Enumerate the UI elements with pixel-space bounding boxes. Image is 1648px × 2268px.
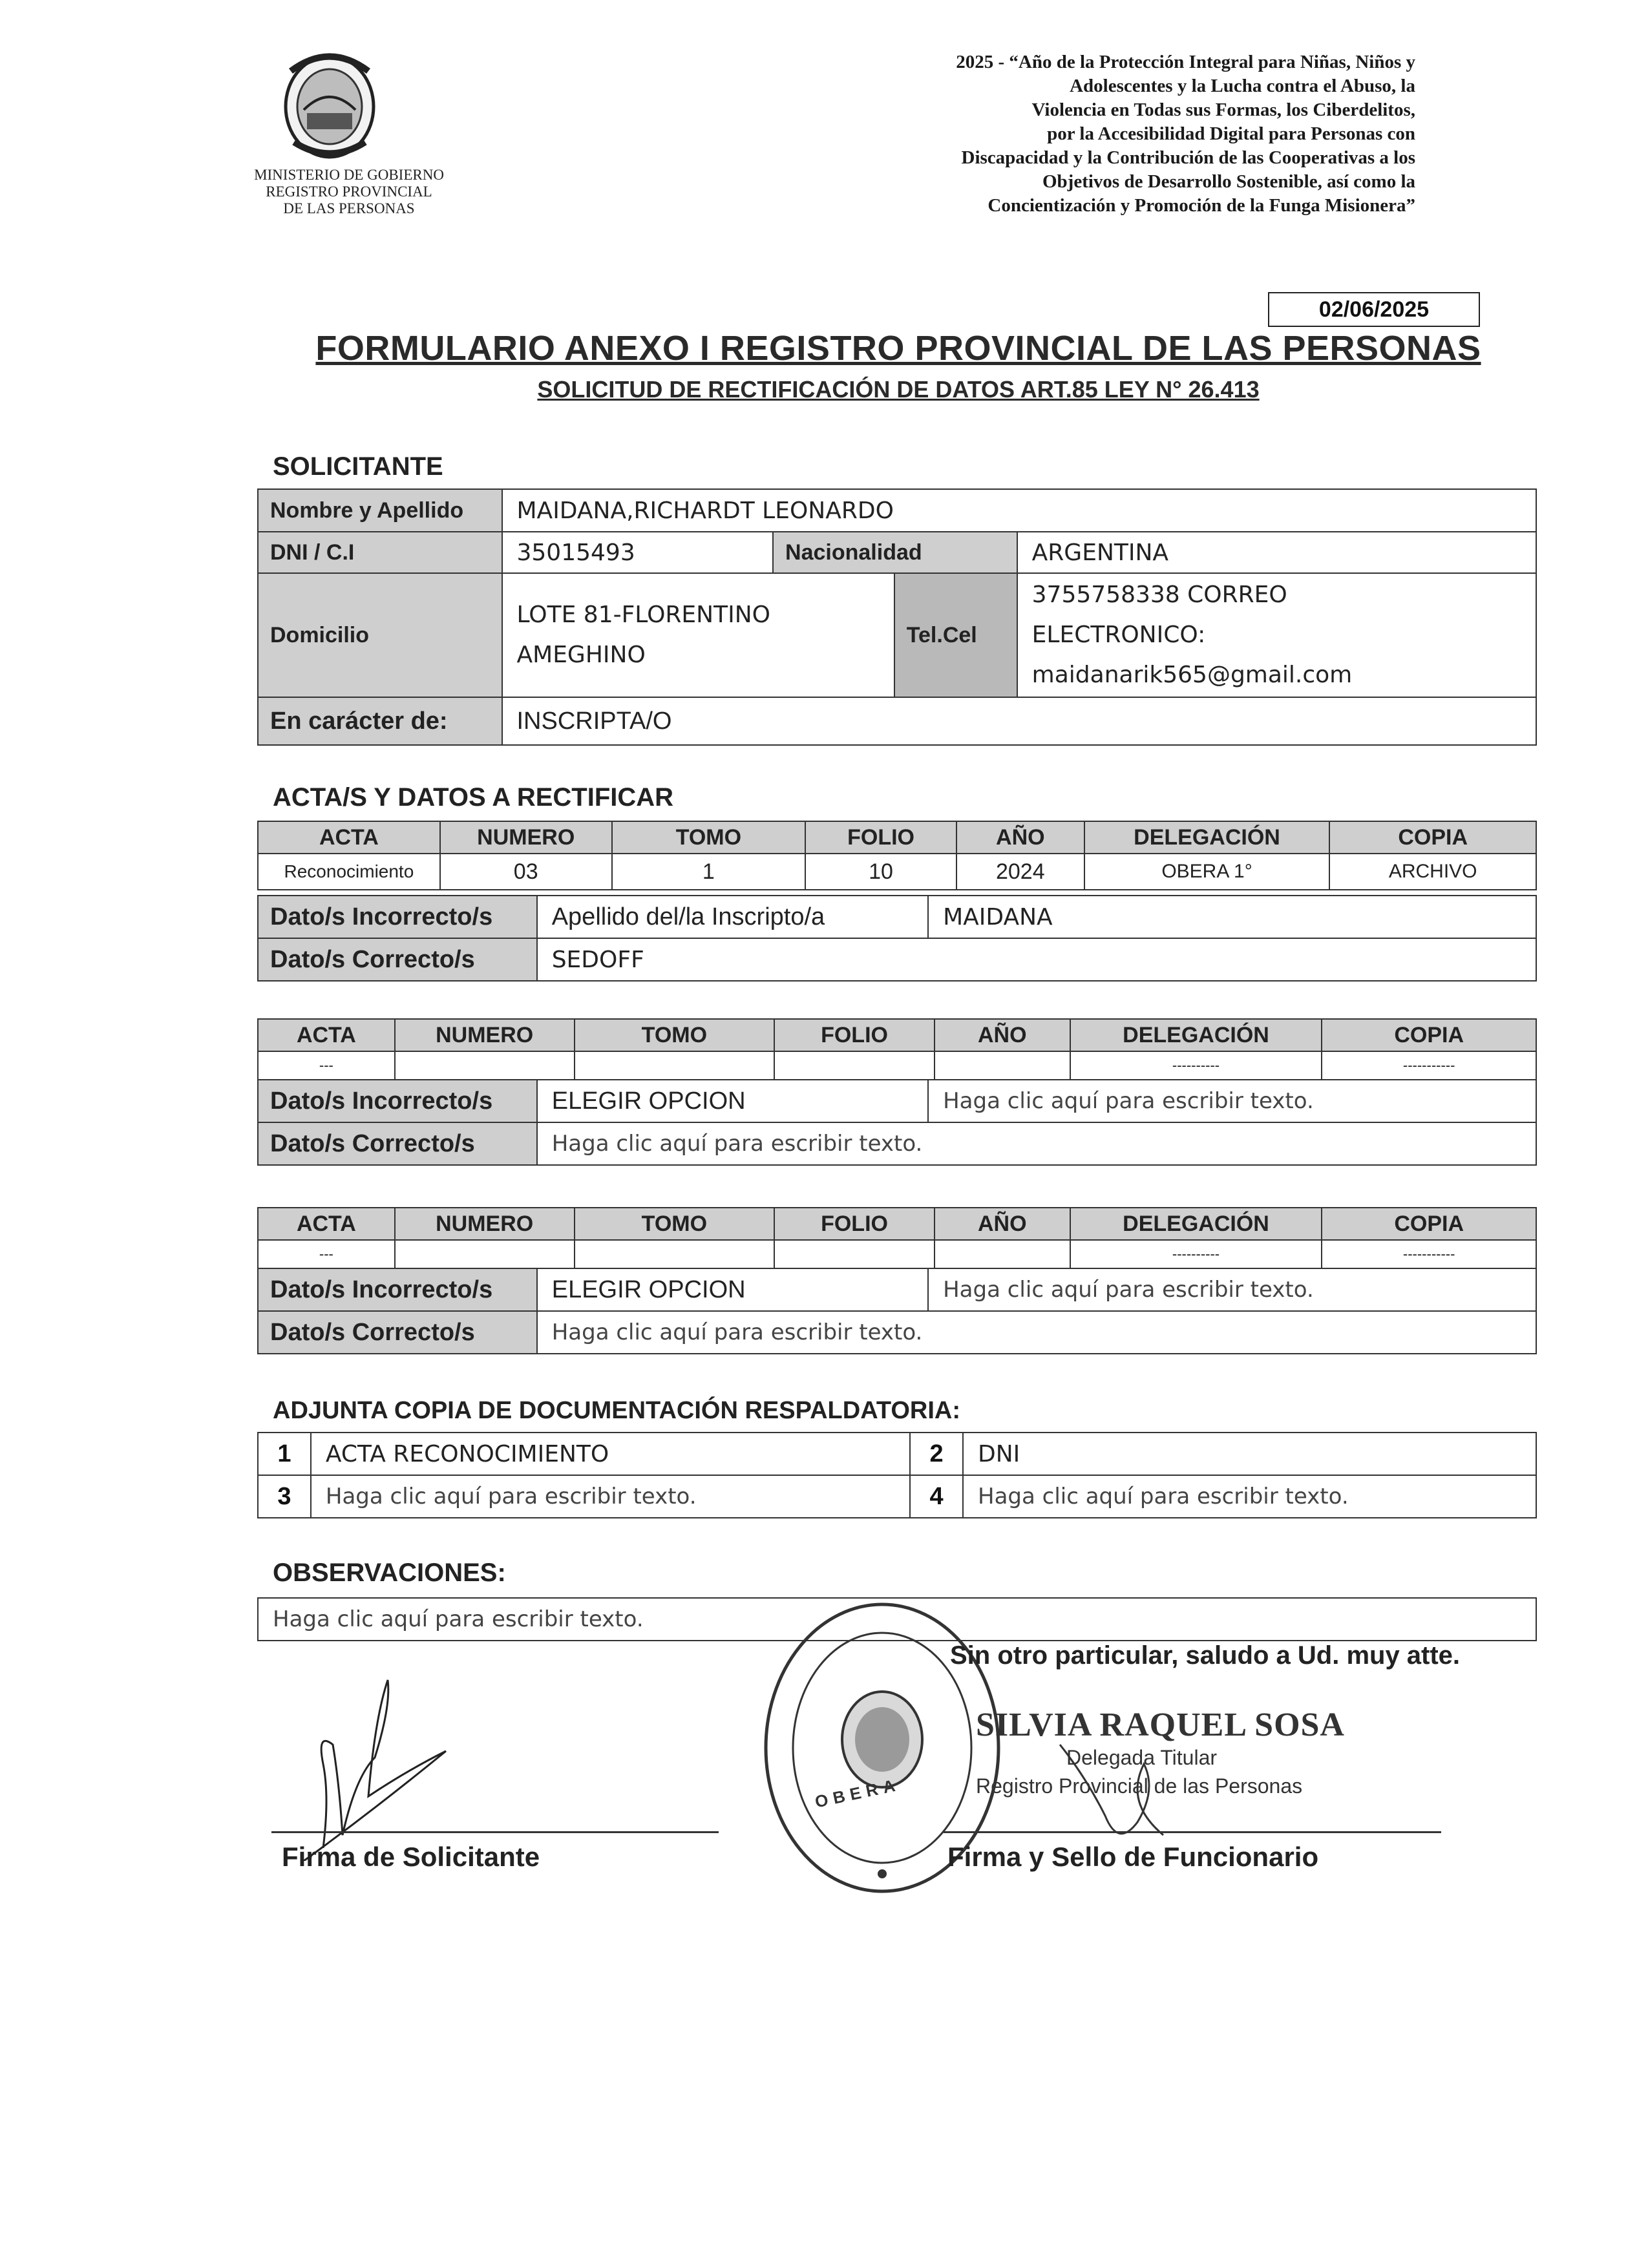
numero-cell[interactable]: 03	[440, 854, 612, 890]
col-tomo: TOMO	[575, 1208, 775, 1240]
motto-line: Violencia en Todas sus Formas, los Ciberdelitos,	[1031, 100, 1415, 120]
anio-cell[interactable]	[935, 1051, 1070, 1080]
col-copia: COPIA	[1329, 821, 1536, 854]
col-delegacion: DELEGACIÓN	[1084, 821, 1330, 854]
correct-label: Dato/s Correcto/s	[258, 1122, 537, 1165]
numero-cell[interactable]	[395, 1240, 575, 1268]
name-label: Nombre y Apellido	[258, 489, 502, 532]
col-numero: NUMERO	[395, 1019, 575, 1051]
col-copia: COPIA	[1322, 1019, 1536, 1051]
folio-cell[interactable]	[774, 1240, 935, 1268]
col-delegacion: DELEGACIÓN	[1070, 1019, 1322, 1051]
col-anio: AÑO	[935, 1019, 1070, 1051]
doc-field[interactable]: Haga clic aquí para escribir texto.	[311, 1475, 910, 1518]
form-subtitle: SOLICITUD DE RECTIFICACIÓN DE DATOS ART.85 LEY N° 26.413	[537, 376, 1260, 403]
incorrect-field-select[interactable]: ELEGIR OPCION	[537, 1268, 928, 1311]
col-tomo: TOMO	[612, 821, 806, 854]
applicant-signature-line	[271, 1831, 719, 1833]
col-copia: COPIA	[1322, 1208, 1536, 1240]
acta-block-2	[257, 1018, 1537, 1080]
ministry-line: MINISTERIO DE GOBIERNO	[254, 167, 444, 183]
numero-cell[interactable]	[395, 1051, 575, 1080]
doc-number: 3	[258, 1475, 311, 1518]
phone-field[interactable]	[1017, 573, 1536, 697]
correct-label: Dato/s Correcto/s	[258, 1311, 537, 1354]
tomo-cell[interactable]	[575, 1240, 775, 1268]
official-signature-line	[944, 1831, 1441, 1833]
dni-label: DNI / C.I	[258, 532, 502, 573]
acta-cell[interactable]: ---	[258, 1051, 395, 1080]
incorrect-field-select[interactable]: Apellido del/la Inscripto/a	[537, 896, 928, 938]
applicant-signature-label: Firma de Solicitante	[282, 1842, 540, 1872]
character-label: En carácter de:	[258, 697, 502, 745]
phone-line: 3755758338 CORREO	[1031, 582, 1287, 608]
address-line: AMEGHINO	[516, 642, 646, 668]
tomo-cell[interactable]	[575, 1051, 775, 1080]
doc-field[interactable]: Haga clic aquí para escribir texto.	[963, 1475, 1536, 1518]
col-folio: FOLIO	[774, 1208, 935, 1240]
col-acta: ACTA	[258, 1019, 395, 1051]
official-organization: Registro Provincial de las Personas	[976, 1774, 1303, 1798]
col-anio: AÑO	[935, 1208, 1070, 1240]
phone-label: Tel.Cel	[894, 573, 1017, 697]
acta-block-2-data	[257, 1079, 1537, 1166]
character-field[interactable]: INSCRIPTA/O	[502, 697, 1537, 745]
doc-number: 4	[910, 1475, 963, 1518]
nationality-field[interactable]: ARGENTINA	[1017, 532, 1536, 573]
name-field[interactable]: MAIDANA,RICHARDT LEONARDO	[502, 489, 1537, 532]
col-acta: ACTA	[258, 821, 440, 854]
folio-cell[interactable]: 10	[805, 854, 956, 890]
official-signature	[1047, 1738, 1189, 1854]
adjunta-table	[257, 1432, 1537, 1518]
doc-field[interactable]: ACTA RECONOCIMIENTO	[311, 1433, 910, 1475]
correct-value-field[interactable]: Haga clic aquí para escribir texto.	[537, 1311, 1536, 1354]
closing-text: Sin otro particular, saludo a Ud. muy atte.	[950, 1641, 1461, 1670]
col-tomo: TOMO	[575, 1019, 775, 1051]
incorrect-label: Dato/s Incorrecto/s	[258, 1080, 537, 1122]
official-role: Delegada Titular	[1066, 1746, 1218, 1769]
delegacion-cell[interactable]: ----------	[1070, 1240, 1322, 1268]
dni-field[interactable]: 35015493	[502, 532, 774, 573]
acta-block-1-data	[257, 895, 1537, 982]
incorrect-value-field[interactable]: MAIDANA	[928, 896, 1536, 938]
acta-block-1	[257, 821, 1537, 890]
correct-value-field[interactable]: SEDOFF	[537, 938, 1536, 981]
copia-cell[interactable]: ARCHIVO	[1329, 854, 1536, 890]
motto-line: Discapacidad y la Contribución de las Cooperativas a los	[961, 147, 1415, 168]
delegacion-cell[interactable]: ----------	[1070, 1051, 1322, 1080]
ministry-block	[233, 167, 465, 217]
address-label: Domicilio	[258, 573, 502, 697]
motto-line: por la Accesibilidad Digital para Personas con	[1047, 123, 1415, 144]
acta-cell[interactable]: ---	[258, 1240, 395, 1268]
form-title: FORMULARIO ANEXO I REGISTRO PROVINCIAL DE LAS PERSONAS	[315, 329, 1481, 368]
incorrect-label: Dato/s Incorrecto/s	[258, 896, 537, 938]
phone-line: ELECTRONICO:	[1031, 622, 1206, 648]
incorrect-field-select[interactable]: ELEGIR OPCION	[537, 1080, 928, 1122]
address-line: LOTE 81-FLORENTINO	[516, 602, 770, 628]
col-folio: FOLIO	[774, 1019, 935, 1051]
tomo-cell[interactable]: 1	[612, 854, 806, 890]
doc-number: 2	[910, 1433, 963, 1475]
year-motto	[711, 50, 1415, 218]
incorrect-value-field[interactable]: Haga clic aquí para escribir texto.	[928, 1268, 1536, 1311]
copia-cell[interactable]: -----------	[1322, 1051, 1536, 1080]
stamp-city: OBERA	[813, 1774, 902, 1812]
nationality-label: Nacionalidad	[773, 532, 1017, 573]
incorrect-label: Dato/s Incorrecto/s	[258, 1268, 537, 1311]
official-name: SILVIA RAQUEL SOSA	[976, 1706, 1345, 1743]
address-field[interactable]	[502, 573, 894, 697]
motto-line: Concientización y Promoción de la Funga Misionera”	[988, 195, 1415, 216]
ministry-line: REGISTRO PROVINCIAL	[266, 184, 432, 200]
delegacion-cell[interactable]: OBERA 1°	[1084, 854, 1330, 890]
observaciones-field[interactable]: Haga clic aquí para escribir texto.	[258, 1598, 1536, 1641]
doc-field[interactable]: DNI	[963, 1433, 1536, 1475]
col-anio: AÑO	[956, 821, 1084, 854]
observaciones-heading: OBSERVACIONES:	[273, 1559, 506, 1587]
col-delegacion: DELEGACIÓN	[1070, 1208, 1322, 1240]
correct-value-field[interactable]: Haga clic aquí para escribir texto.	[537, 1122, 1536, 1165]
actas-heading: ACTA/S Y DATOS A RECTIFICAR	[273, 783, 674, 812]
motto-line: Objetivos de Desarrollo Sostenible, así como la	[1042, 171, 1415, 192]
solicitante-table	[257, 488, 1537, 746]
email-line: maidanarik565@gmail.com	[1031, 662, 1353, 688]
province-seal	[278, 45, 381, 162]
official-signature-label: Firma y Sello de Funcionario	[947, 1842, 1319, 1872]
folio-cell[interactable]	[774, 1051, 935, 1080]
col-acta: ACTA	[258, 1208, 395, 1240]
correct-label: Dato/s Correcto/s	[258, 938, 537, 981]
col-numero: NUMERO	[440, 821, 612, 854]
incorrect-value-field[interactable]: Haga clic aquí para escribir texto.	[928, 1080, 1536, 1122]
date-field[interactable]: 02/06/2025	[1268, 292, 1480, 327]
acta-block-3-data	[257, 1268, 1537, 1354]
motto-line: 2025 - “Año de la Protección Integral para Niñas, Niños y	[956, 52, 1415, 72]
solicitante-heading: SOLICITANTE	[273, 452, 443, 481]
col-folio: FOLIO	[805, 821, 956, 854]
adjunta-heading: ADJUNTA COPIA DE DOCUMENTACIÓN RESPALDATORIA:	[273, 1397, 960, 1424]
acta-cell[interactable]: Reconocimiento	[258, 854, 440, 890]
doc-number: 1	[258, 1433, 311, 1475]
col-numero: NUMERO	[395, 1208, 575, 1240]
ministry-line: DE LAS PERSONAS	[283, 200, 415, 216]
motto-line: Adolescentes y la Lucha contra el Abuso, la	[1070, 76, 1415, 96]
anio-cell[interactable]: 2024	[956, 854, 1084, 890]
acta-block-3	[257, 1207, 1537, 1269]
copia-cell[interactable]: -----------	[1322, 1240, 1536, 1268]
anio-cell[interactable]	[935, 1240, 1070, 1268]
